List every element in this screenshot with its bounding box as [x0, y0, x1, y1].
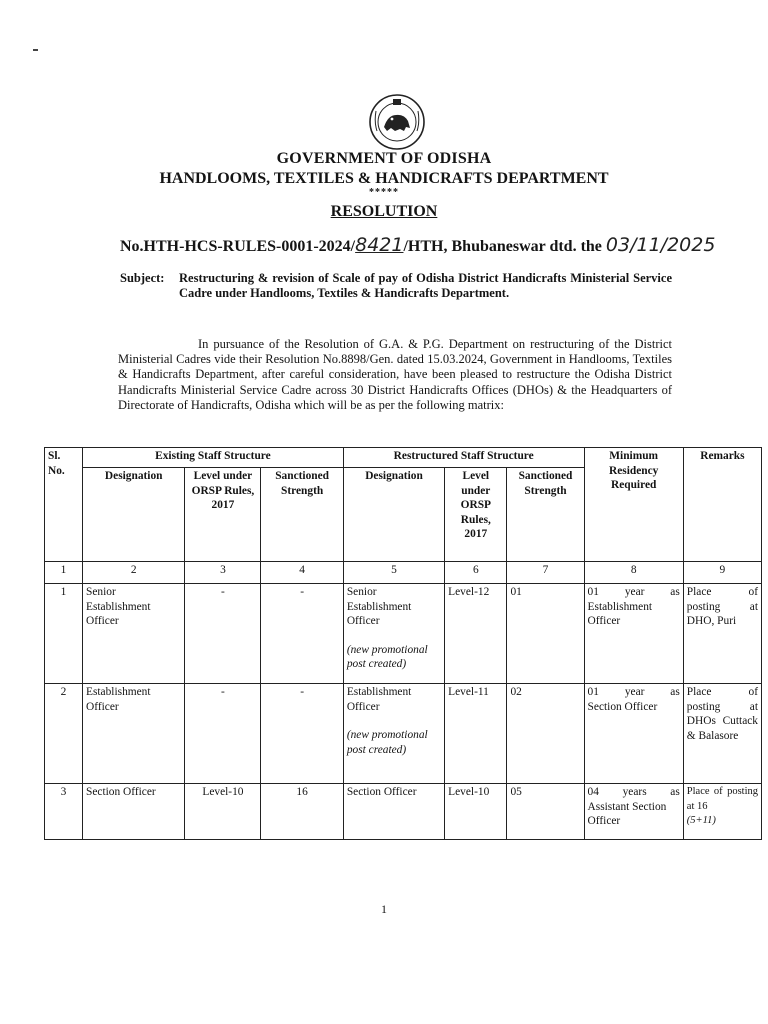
- separator-stars: *****: [369, 187, 399, 198]
- subject-text: Restructuring & revision of Scale of pay of Odisha District Handicrafts Ministerial Service Cadre under Handlooms, Textiles & Handicrafts Department.: [179, 271, 672, 300]
- restructured-level: Level-12: [445, 584, 507, 684]
- minimum-residency: [584, 584, 683, 684]
- existing-designation: Establishment Officer: [83, 684, 185, 784]
- column-number: 3: [185, 562, 261, 584]
- page-number: 1: [381, 902, 387, 916]
- restructured-designation: Establishment Officer: [346, 686, 412, 713]
- staff-structure-table: [44, 447, 762, 840]
- table-row: [45, 684, 762, 784]
- handwritten-date: 03/11/2025: [605, 234, 716, 256]
- header-minimum-residency: Minimum Residency Required: [584, 448, 683, 562]
- row-sl: 1: [45, 584, 83, 684]
- row-sl: 3: [45, 784, 83, 840]
- remarks-cell: [683, 784, 761, 840]
- remarks: Place of posting at DHO, Puri: [683, 584, 761, 684]
- restructured-strength: 01: [507, 584, 584, 684]
- header-existing: Existing Staff Structure: [83, 448, 344, 468]
- header-existing-level: Level under ORSP Rules, 2017: [185, 468, 261, 562]
- column-number: 1: [45, 562, 83, 584]
- reference-prefix: No.HTH-HCS-RULES-0001-2024/: [120, 238, 356, 255]
- residency-post: Establishment Officer: [587, 600, 653, 627]
- body-paragraph-text: In pursuance of the Resolution of G.A. & P.G. Department on restructuring of the District Ministerial Cadres vide their Resolution No.8898/Gen. dated 15.03.2024, Government in Handlooms, Textiles & Handicrafts Department, after careful consideration, have been pleased to restructure the Odisha District Handicrafts Ministerial Service Cadre across 30 District Handicrafts Offices (DHOs) & the Headquarters of Directorate of Handicrafts, Odisha which will be as per the following matrix:: [118, 337, 672, 412]
- reference-middle: /HTH, Bhubaneswar dtd. the: [403, 238, 602, 255]
- column-number: 7: [507, 562, 584, 584]
- restructured-designation: Section Officer: [343, 784, 444, 840]
- column-number: 8: [584, 562, 683, 584]
- column-number-row: [45, 562, 762, 584]
- existing-level: Level-10: [185, 784, 261, 840]
- odisha-state-emblem-icon: [362, 93, 432, 151]
- table-row: [45, 584, 762, 684]
- minimum-residency: [584, 784, 683, 840]
- remarks: Place of posting at 16: [686, 786, 758, 812]
- remarks: Place of posting at DHOs Cuttack & Balasore: [683, 684, 761, 784]
- body-paragraph: [118, 337, 672, 413]
- restructured-designation-cell: [343, 584, 444, 684]
- residency-post: Assistant Section Officer: [587, 800, 667, 827]
- restructured-designation: Senior Establishment Officer: [346, 586, 412, 627]
- row-sl: 2: [45, 684, 83, 784]
- existing-strength: -: [261, 584, 343, 684]
- existing-designation: Senior Establishment Officer: [83, 584, 185, 684]
- restructured-strength: 05: [507, 784, 584, 840]
- column-number: 5: [343, 562, 444, 584]
- restructured-strength: 02: [507, 684, 584, 784]
- table-row: [45, 784, 762, 840]
- subject-block: [120, 271, 672, 301]
- restructured-level: Level-11: [445, 684, 507, 784]
- residency-period: 01 year as: [587, 586, 680, 598]
- handwritten-number: 8421: [355, 234, 404, 256]
- existing-strength: -: [261, 684, 343, 784]
- department-heading: HANDLOOMS, TEXTILES & HANDICRAFTS DEPARTMENT: [159, 170, 609, 187]
- header-remarks: Remarks: [683, 448, 761, 562]
- header-restructured-designation: Designation: [343, 468, 444, 562]
- restructured-note: (new promotional post created): [346, 729, 428, 756]
- existing-level: -: [185, 684, 261, 784]
- header-existing-strength: Sanctioned Strength: [261, 468, 343, 562]
- restructured-level: Level-10: [445, 784, 507, 840]
- residency-period: 04 years as: [587, 786, 680, 798]
- column-number: 9: [683, 562, 761, 584]
- header-restructured: Restructured Staff Structure: [343, 448, 584, 468]
- government-heading: GOVERNMENT OF ODISHA: [276, 150, 492, 167]
- header-sl-no: Sl. No.: [45, 448, 83, 562]
- header-existing-designation: Designation: [83, 468, 185, 562]
- restructured-note: (new promotional post created): [346, 643, 428, 670]
- column-number: 4: [261, 562, 343, 584]
- scan-mark: [33, 49, 38, 51]
- existing-designation: Section Officer: [83, 784, 185, 840]
- residency-post: Section Officer: [587, 700, 658, 713]
- restructured-designation-cell: [343, 684, 444, 784]
- residency-period: 01 year as: [587, 686, 680, 698]
- column-number: 2: [83, 562, 185, 584]
- resolution-title: RESOLUTION: [330, 203, 438, 220]
- header-restructured-level: Level under ORSP Rules, 2017: [445, 468, 507, 562]
- remarks-handwritten-note: (5+11): [686, 815, 716, 826]
- existing-strength: 16: [261, 784, 343, 840]
- header-restructured-strength: Sanctioned Strength: [507, 468, 584, 562]
- reference-number-line: [120, 234, 715, 256]
- column-number: 6: [445, 562, 507, 584]
- subject-label: Subject:: [120, 271, 165, 285]
- minimum-residency: [584, 684, 683, 784]
- existing-level: -: [185, 584, 261, 684]
